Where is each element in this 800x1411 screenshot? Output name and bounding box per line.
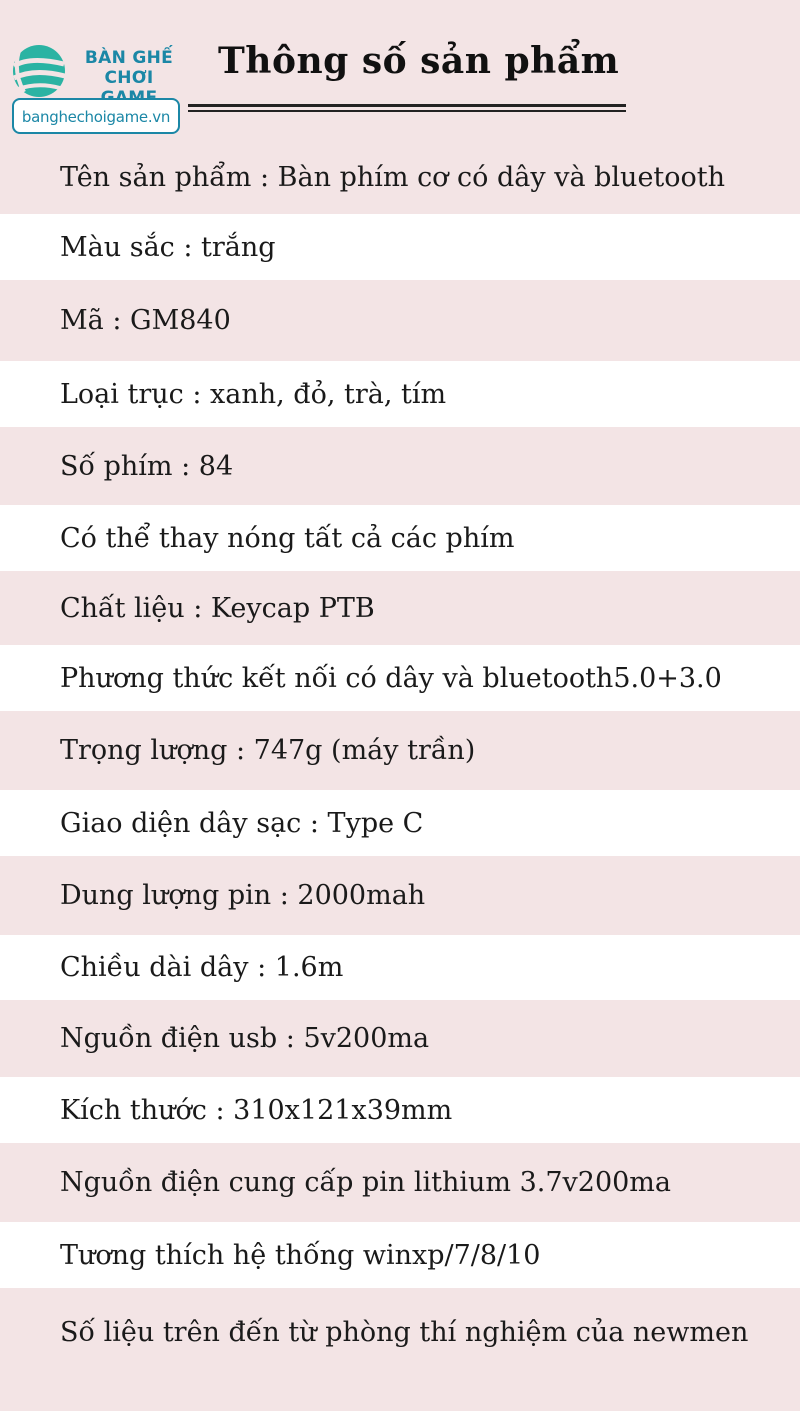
spec-row: Kích thước : 310x121x39mm xyxy=(0,1077,800,1143)
logo-line2: CHƠI xyxy=(104,68,154,88)
spec-row: Nguồn điện usb : 5v200ma xyxy=(0,1000,800,1077)
spec-row: Loại trục : xanh, đỏ, trà, tím xyxy=(0,361,800,427)
spec-row: Màu sắc : trắng xyxy=(0,214,800,280)
spec-row: Chất liệu : Keycap PTB xyxy=(0,571,800,645)
spec-row: Phương thức kết nối có dây và bluetooth5.0+3.0 xyxy=(0,645,800,711)
spec-row: Giao diện dây sạc : Type C xyxy=(0,790,800,856)
spec-row: Chiều dài dây : 1.6m xyxy=(0,935,800,1000)
header xyxy=(0,0,800,140)
spec-row: Trọng lượng : 747g (máy trần) xyxy=(0,711,800,790)
spec-row: Dung lượng pin : 2000mah xyxy=(0,856,800,935)
logo-line1: BÀN GHẾ xyxy=(84,48,174,68)
spec-row: Có thể thay nóng tất cả các phím xyxy=(0,505,800,571)
logo-url[interactable]: banghechoigame.vn xyxy=(12,98,180,134)
spec-row: Số liệu trên đến từ phòng thí nghiệm của newmen xyxy=(0,1288,800,1376)
wave-globe-icon xyxy=(10,42,68,100)
page-title: Thông số sản phẩm xyxy=(218,40,620,82)
spec-row: Tên sản phẩm : Bàn phím cơ có dây và bluetooth xyxy=(0,140,800,214)
spec-row: Nguồn điện cung cấp pin lithium 3.7v200ma xyxy=(0,1143,800,1222)
title-divider-top xyxy=(188,104,626,107)
spec-row: Số phím : 84 xyxy=(0,427,800,505)
brand-logo[interactable] xyxy=(8,42,184,138)
title-divider-bottom xyxy=(188,110,626,112)
spec-row: Mã : GM840 xyxy=(0,280,800,361)
spec-row: Tương thích hệ thống winxp/7/8/10 xyxy=(0,1222,800,1288)
